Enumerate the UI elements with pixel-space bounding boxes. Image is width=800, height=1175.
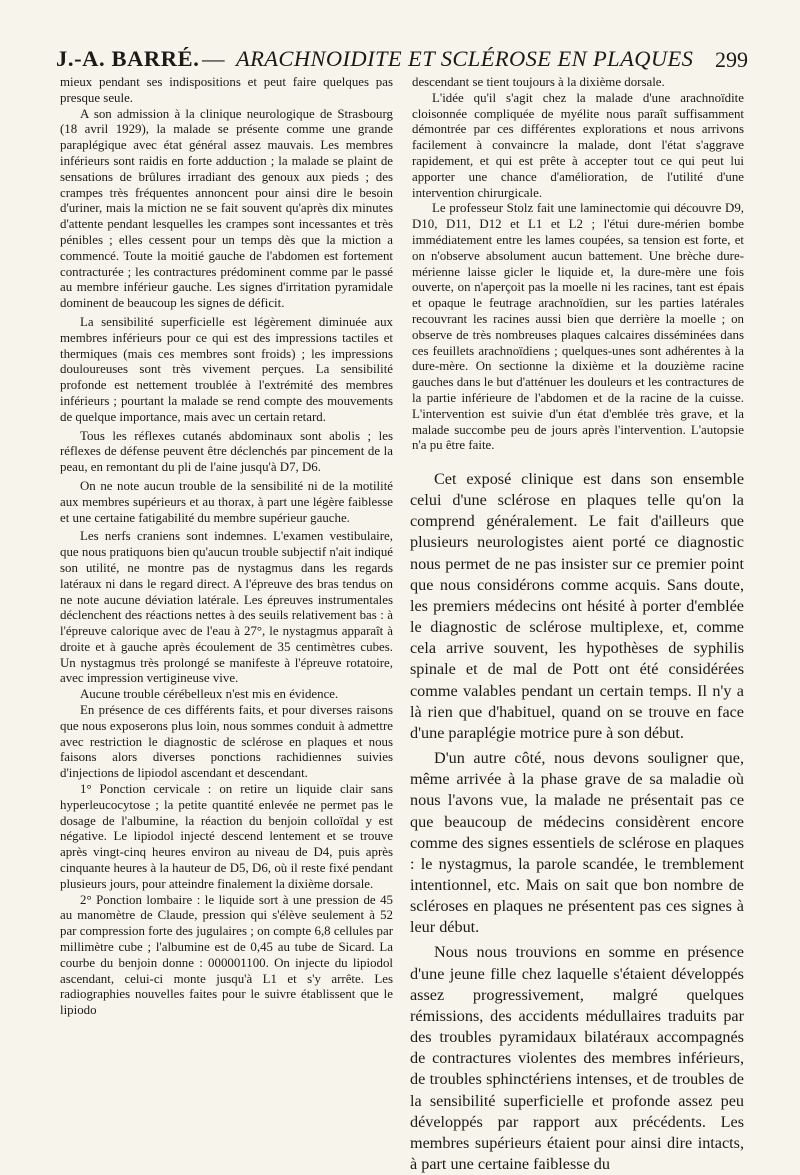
right-column-bottom [410,469,744,1175]
paragraph: Cet exposé clinique est dans son ensemble celui d'une sclérose en plaques telle qu'on la comprend généralement. Le fait d'ailleurs que plusieurs neurologistes aient porté ce diagnostic nous permet de ne pas insister sur ce premier point que nous considérons comme acquis. Sans doute, les premiers médecins ont hésité à porter d'emblée le diagnostic de sclérose multiplexe, et, comme cela arrive souvent, les hypothèses de syphilis spinale et de mal de Pott ont été considérées comme valables pendant un certain temps. Il n'y a là rien que d'habituel, quand on se trouve en face d'une paraplégie motrice pure à son début. [410,470,744,742]
paragraph: En présence de ces différents faits, et pour diverses raisons que nous exposerons plus loin, nous sommes conduit à admettre avec restriction le diagnostic de sclérose en plaques et nous faisons alors diverses ponctions rachidiennes suivies d'injections de lipiodol ascendant et descendant. [60,703,393,781]
paragraph: D'un autre côté, nous devons souligner que, même arrivée à la phase grave de sa maladie où nous l'avons vue, la malade ne présentait pas ce que beaucoup de médecins considèrent encore comme des signes essentiels de sclérose en plaques : le nystagmus, la parole scandée, le tremblement intentionnel, etc. Mais on sait que bon nombre de scléroses en plaques ne présentent pas ces signes à leur début. [410,749,744,937]
paragraph: mieux pendant ses indispositions et peut faire quelques pas presque seule. [60,75,393,105]
header-author: J.-A. BARRÉ. [56,46,200,71]
paragraph: Nous nous trouvions en somme en présence d'une jeune fille chez laquelle s'étaient développés assez progressivement, malgré quelques rémissions, des accidents médullaires traduits par des troubles pyramidaux bilatéraux accompagnés de contractures violentes des membres inférieurs, de troubles sphinctériens intenses, et de troubles de la sensibilité superficielle et profonde assez peu développés par rapport aux précédents. Les membres supérieurs étaient pour ainsi dire intacts, à part une certaine faiblesse du [410,943,744,1173]
paragraph: A son admission à la clinique neurologique de Strasbourg (18 avril 1929), la malade se présente comme une grande paraplégique avec état général assez mauvais. Les membres inférieurs sont raidis en forte adduction ; la malade se plaint de sensations de brûlures irradiant des genoux aux pieds ; des crampes très fréquentes annoncent pour ainsi dire le besoin d'uriner, mais la miction ne se fait souvent qu'après dix minutes d'attente pendant lesquelles les crampes sont incessantes et très pénibles ; elles cessent pour un temps dès que la miction a commencé. Toute la moitié gauche de l'abdomen est fortement contracturée ; les contractures prédominent comme par le passé au membre inférieur gauche. Les signes d'irritation pyramidale dominent de beaucoup les signes de déficit. [60,106,393,311]
left-column [60,75,393,1019]
paragraph: 2° Ponction lombaire : le liquide sort à une pression de 45 au manomètre de Claude, pression qui s'élève seulement à 52 par compression forte des jugulaires ; on compte 6,8 cellules par millimètre cube ; l'albumine est de 0,45 au tube de Sicard. La courbe du benjoin donne : 000001100. On injecte du lipiodol ascendant, celui-ci monte jusqu'à L1 et s'y arrête. Les radiographies nouvelles faites pour le suivre établissent que le lipiodo [60,892,393,1018]
paragraph: 1° Ponction cervicale : on retire un liquide clair sans hyperleucocytose ; la petite quantité enlevée ne permet pas le dosage de l'albumine, la réaction du benjoin colloïdal y est négative. Le lipiodol injecté descend lentement et se trouve après vingt-cinq heures environ au niveau de D4, puis après cinquante heures à la hauteur de D5, D6, où il reste fixé pendant plusieurs jours, pour atteindre finalement la dixième dorsale. [60,782,393,891]
paragraph: Les nerfs craniens sont indemnes. L'examen vestibulaire, que nous pratiquons bien qu'aucun trouble subjectif n'ait indiqué son utilité, ne montre pas de nystagmus dans les regards latéraux ni dans le regard direct. A l'épreuve des bras tendus on ne note aucune déviation latérale. Les épreuves instrumentales déclenchent des réactions nettes à des seuils relativement bas : à l'épreuve calorique avec de l'eau à 27°, le nystagmus apparaît à droite et à gauche après écoulement de 35 centimètres cubes. Un nystagmus très prolongé se manifeste à l'épreuve rotatoire, avec impression vertigineuse vive. [60,529,393,686]
paragraph: Tous les réflexes cutanés abdominaux sont abolis ; les réflexes de défense peuvent être déclenchés par pincement de la peau, en remontant du pli de l'aine jusqu'à D7, D6. [60,428,393,475]
running-header [56,46,748,76]
paragraph: L'idée qu'il s'agit chez la malade d'une arachnoïdite cloisonnée compliquée de myélite nous paraît suffisamment démontrée par ces différentes explorations et nous arrivons facilement à convaincre la malade, dont l'état s'aggrave rapidement, et qui est prête à accepter tout ce qui peut lui apporter une chance d'amélioration, de l'utilité d'une intervention chirurgicale. [412,90,744,200]
paragraph: Aucune trouble cérébelleux n'est mis en évidence. [80,687,339,702]
paragraph: descendant se tient toujours à la dixième dorsale. [412,75,665,89]
page-number: 299 [715,47,748,72]
header-dash: — [202,46,225,71]
header-title: ARACHNOIDITE ET SCLÉROSE EN PLAQUES [236,46,694,71]
paragraph: Le professeur Stolz fait une laminectomie qui découvre D9, D10, D11, D12 et L1 et L2 ; l'étui dure-mérien bombe immédiatement entre les lames coupées, sa tension est forte, et on n'observe absolument aucun battement. Une brèche dure-mérienne laisse gicler le liquide et, la dure-mère une fois ouverte, on n'aperçoit pas la moelle ni les racines, tant est épais et opaque le feutrage arachnoïdien, sur les parties latérales recouvrant les racines aussi bien que derrière la moelle ; on observe de très nombreuses plaques calcaires disséminées dans ces feuillets arachnoïdiens ; quelques-unes sont adhérentes à la dure-mère. On sectionne la dixième et la douzième racine gauches dans le but d'atténuer les douleurs et les contractures de la partie inférieure de l'abdomen et de la racine de la cuisse. L'intervention est suivie d'un état d'emblée très grave, et la malade succombe peu de jours après l'intervention. L'autopsie n'a pu être faite. [412,201,744,453]
paragraph: On ne note aucun trouble de la sensibilité ni de la motilité aux membres supérieurs et au thorax, à part une légère faiblesse et une certaine fatigabilité du membre supérieur gauche. [60,478,393,525]
paragraph: La sensibilité superficielle est légèrement diminuée aux membres inférieurs pour ce qui est des impressions tactiles et thermiques (mais ces membres sont froids) ; les impressions douloureuses sont très vivement perçues. La sensibilité profonde est nettement troublée à l'extrémité des membres inférieurs ; pourtant la malade se rend compte des mouvements de quelque importance, mais avec un certain retard. [60,314,393,424]
right-column-top [412,75,744,454]
